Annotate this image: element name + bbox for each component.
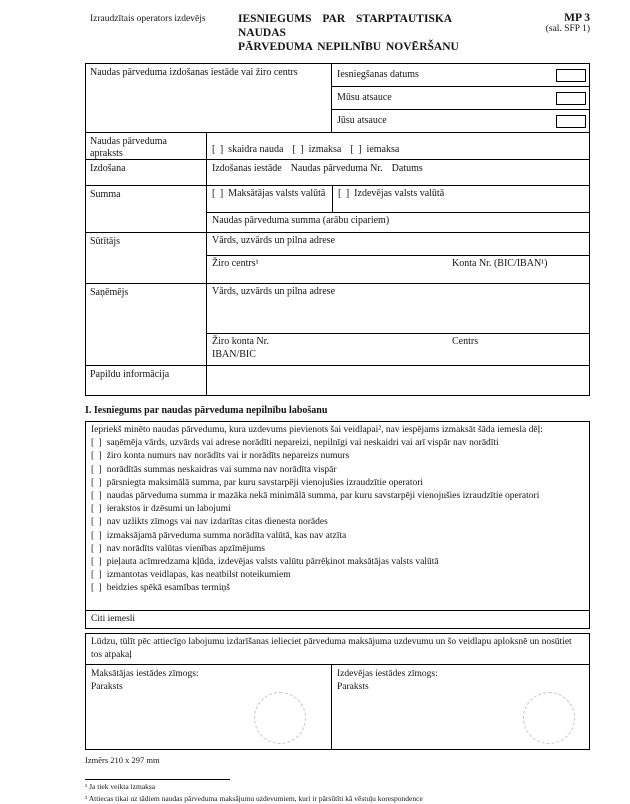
recipient-giro-line1: Žiro konta Nr. (212, 336, 269, 347)
amount-option-payer-currency (207, 186, 332, 212)
checkbox[interactable]: [ ] (91, 583, 103, 594)
amount-figures-label[interactable]: Naudas pārveduma summa (arābu cipariem) (207, 212, 589, 232)
reason-text: beidzies spēkā esamības termiņš (106, 583, 230, 594)
amount-row (86, 185, 589, 232)
reason-item (91, 556, 584, 569)
footnote-separator (85, 779, 230, 780)
checkbox[interactable]: [ ] (91, 477, 103, 488)
reason-text: pieļauta acīmredzama kļūda, izdevējas valsts valūtu pārrēķinot maksātājas valsts valūtā (106, 557, 439, 568)
form-code-block (510, 12, 590, 54)
reference-input-box[interactable] (556, 115, 586, 128)
reason-text: norādītās summas neskaidras vai summa nav norādīta vispār (106, 464, 337, 475)
reasons-box (85, 421, 590, 629)
reason-item (91, 582, 584, 595)
return-request-text: Lūdzu, tūlīt pēc attiecīgo labojumu izdarīšanas ielieciet pārveduma maksājuma uzdevumu un šo veidlapu aploksnē un nosūtiet tos atpakaļ (86, 634, 589, 665)
amount-label: Summa (90, 189, 121, 200)
issue-column-header[interactable]: Izdošanas iestāde (212, 163, 282, 174)
issuer-label: Izraudzītais operators izdevējs (90, 14, 206, 24)
reason-item (91, 490, 584, 503)
issuer-signature-field[interactable]: Paraksts (337, 682, 369, 693)
form-header (90, 12, 590, 54)
reason-item (91, 503, 584, 516)
issuing-office-label[interactable]: Naudas pārveduma izdošanas iestāde vai žiro centrs (90, 67, 298, 78)
sender-name-field[interactable]: Vārds, uzvārds un pilna adrese (212, 235, 336, 246)
checkbox[interactable]: [ ] (350, 144, 363, 155)
reason-text: nav norādīts valūtas vienības apzīmējums (106, 543, 265, 554)
reference-rows (331, 64, 589, 132)
description-option (345, 133, 403, 159)
recipient-name-field[interactable]: Vārds, uzvārds un pilna adrese (212, 286, 336, 297)
issuing-office-row (86, 64, 589, 132)
reason-item (91, 450, 584, 463)
additional-info-label: Papildu informācija (90, 369, 170, 380)
checkbox[interactable]: [ ] (91, 438, 103, 449)
reason-text: nav uzlikts zīmogs vai nav izdarītas citas dienesta norādes (106, 517, 328, 528)
reason-item (91, 437, 584, 450)
form-title-line1: IESNIEGUMS PAR STARPTAUTISKA NAUDAS (238, 13, 452, 39)
request-and-stamps-box (85, 633, 590, 750)
issue-column-header[interactable]: Naudas pārveduma Nr. (290, 163, 383, 174)
reason-text: žiro konta numurs nav norādīts vai ir norādīts nepareizs numurs (106, 451, 350, 462)
reference-row (332, 64, 589, 86)
recipient-label: Saņēmējs (90, 287, 129, 298)
reason-item (91, 477, 584, 490)
description-option (207, 133, 287, 159)
checkbox[interactable]: [ ] (91, 543, 103, 554)
reasons-list (91, 437, 584, 595)
reference-row (332, 86, 589, 109)
footnote-1: ¹ Ja tiek veikta izmaksa (85, 782, 156, 792)
form-title-line2: PĀRVEDUMA NEPILNĪBU NOVĒRŠANU (238, 41, 459, 53)
amount-option-issuer-currency (332, 186, 589, 212)
sender-label: Sūtītājs (90, 236, 121, 247)
other-reasons-field[interactable]: Citi iemesli (86, 610, 589, 628)
checkbox[interactable]: [ ] (91, 530, 103, 541)
issuer-stamp-area (331, 665, 589, 749)
checkbox[interactable]: [ ] (91, 557, 103, 568)
transfer-description-label: Naudas pārveduma apraksts (90, 136, 167, 159)
checkbox[interactable]: [ ] (91, 504, 103, 515)
issue-columns (206, 160, 589, 185)
recipient-row (86, 283, 589, 365)
checkbox[interactable]: [ ] (212, 188, 225, 199)
footnote-2: ² Attiecas tikai uz tādiem naudas pārveduma maksājumu uzdevumiem, kuri ir pārsūtīti kā vēstuļu korespondence (85, 794, 423, 804)
recipient-giro-line2: IBAN/BIC (212, 348, 256, 360)
checkbox[interactable]: [ ] (91, 570, 103, 581)
reason-text: saņēmēja vārds, uzvārds vai adrese norādīti nepareizi, nepilnīgi vai neskaidri vai arī vispār nav norādīti (106, 438, 499, 449)
transfer-description-row (86, 132, 589, 159)
sender-row (86, 232, 589, 283)
recipient-giro-field[interactable] (212, 336, 269, 363)
reason-text: ierakstos ir dzēsumi un labojumi (106, 504, 231, 515)
reason-item (91, 569, 584, 582)
reason-item (91, 516, 584, 529)
issue-label: Izdošana (90, 163, 126, 174)
additional-info-field[interactable] (206, 366, 589, 395)
checkbox[interactable]: [ ] (292, 144, 305, 155)
description-option-label: izmaksa (308, 144, 342, 155)
description-option-label: skaidra nauda (228, 144, 284, 155)
reference-input-box[interactable] (556, 69, 586, 82)
section1-heading: I. Iesniegums par naudas pārveduma nepilnību labošanu (85, 405, 328, 416)
reason-item (91, 543, 584, 556)
reason-text: izmantotas veidlapas, kas neatbilst noteikumiem (106, 570, 291, 581)
checkbox[interactable]: [ ] (91, 491, 103, 502)
reasons-intro: Iepriekš minēto naudas pārvedumu, kura uzdevums pievienots šai veidlapai², nav iespējams izmaksāt šāda iemesla dēļ: (91, 425, 543, 435)
checkbox[interactable]: [ ] (338, 188, 351, 199)
amount-option-issuer-label: Izdevējas valsts valūtā (354, 188, 445, 199)
form-code: MP 3 (564, 12, 590, 24)
issue-row (86, 159, 589, 185)
reason-item (91, 464, 584, 477)
description-option-label: iemaksa (366, 144, 400, 155)
issuer-stamp-placeholder (523, 692, 575, 744)
sender-account-field[interactable]: Konta Nr. (BIC/IBAN¹) (452, 258, 548, 269)
reference-label: Mūsu atsauce (337, 92, 392, 103)
issue-column-header[interactable]: Datums (391, 163, 423, 174)
sender-giro-field[interactable]: Žiro centrs¹ (212, 258, 259, 269)
payer-stamp-label: Maksātājas iestādes zīmogs: (91, 669, 199, 680)
reference-row (332, 109, 589, 132)
checkbox[interactable]: [ ] (91, 464, 103, 475)
form-code-note: (sal. SFP 1) (545, 24, 590, 34)
payer-stamp-placeholder (254, 692, 306, 744)
transfer-description-options (206, 133, 589, 159)
checkbox[interactable]: [ ] (91, 451, 103, 462)
form-title (238, 12, 510, 54)
reason-text: naudas pārveduma summa ir mazāka nekā minimālā summa, par kuru savstarpēji vienojušies izraudzītie operatori (106, 491, 540, 502)
payer-stamp-area (86, 665, 331, 749)
reference-label: Iesniegšanas datums (337, 69, 419, 80)
issuer-stamp-label: Izdevējas iestādes zīmogs: (337, 669, 438, 680)
transfer-details-table (85, 63, 590, 396)
reference-input-box[interactable] (556, 92, 586, 105)
reason-item (91, 530, 584, 543)
checkbox[interactable]: [ ] (91, 517, 103, 528)
payer-signature-field[interactable]: Paraksts (91, 682, 123, 693)
reference-label: Jūsu atsauce (337, 115, 387, 126)
additional-info-row (86, 365, 589, 395)
checkbox[interactable]: [ ] (212, 144, 225, 155)
reason-text: pārsniegta maksimālā summa, par kuru savstarpēji vienojušies izraudzītie operatori (106, 477, 424, 488)
reason-text: izmaksājamā pārveduma summa norādīta valūtā, kas nav atzīta (106, 530, 347, 541)
recipient-centre-field[interactable]: Centrs (452, 336, 479, 347)
paper-size-note: Izmērs 210 x 297 mm (85, 755, 160, 766)
description-option (287, 133, 345, 159)
amount-option-payer-label: Maksātājas valsts valūtā (228, 188, 326, 199)
